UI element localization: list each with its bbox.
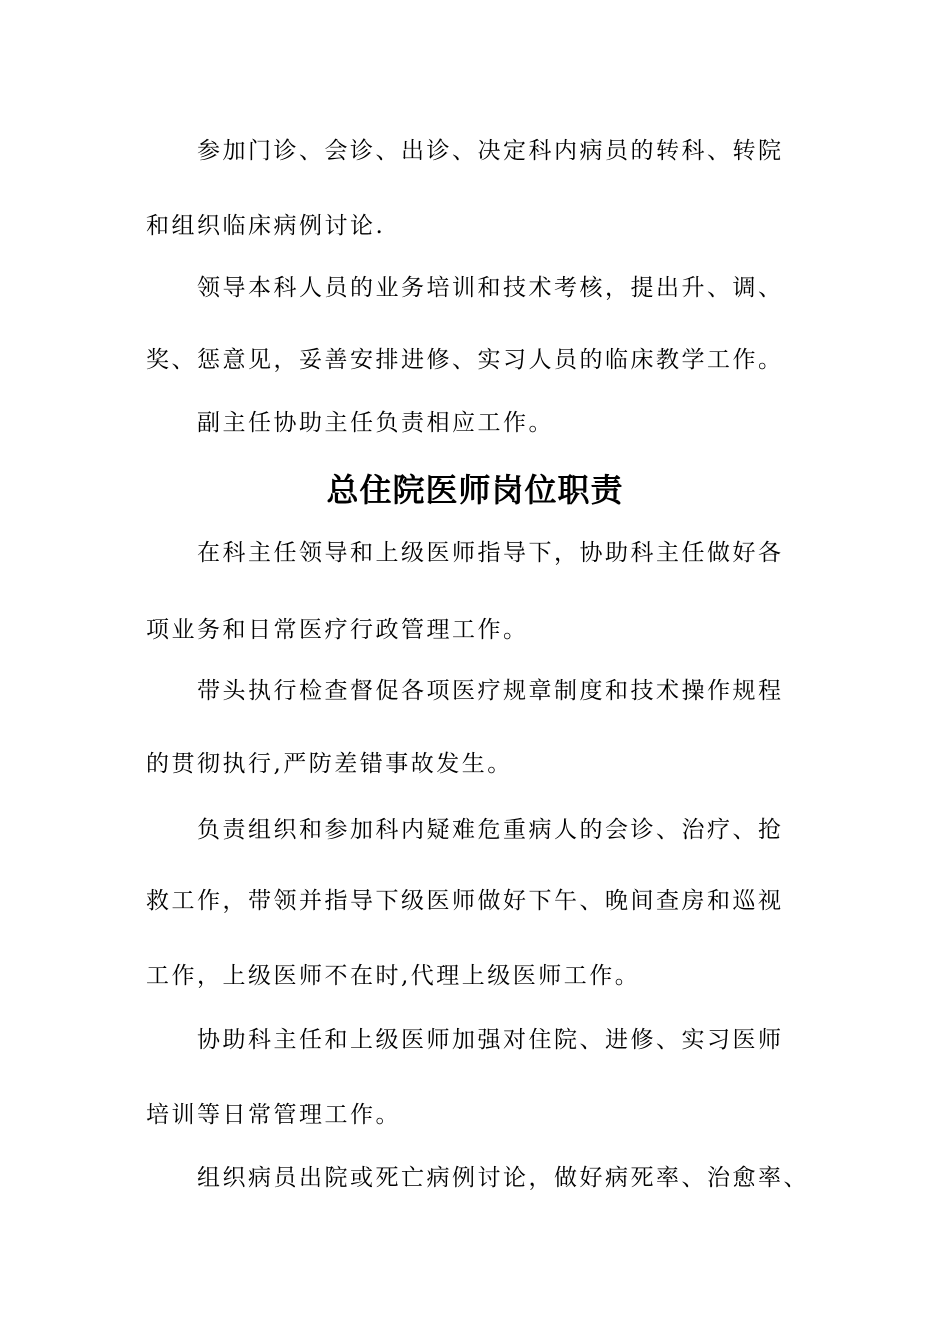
paragraph-line: 项业务和日常医疗行政管理工作。: [146, 617, 529, 643]
paragraph-line: 负责组织和参加科内疑难危重病人的会诊、治疗、抢: [197, 817, 784, 843]
paragraph-line: 协助科主任和上级医师加强对住院、进修、实习医师: [197, 1027, 784, 1053]
paragraph-line: 和组织临床病例讨论.: [146, 213, 386, 239]
paragraph-line: 带头执行检查督促各项医疗规章制度和技术操作规程: [197, 678, 784, 704]
paragraph-line: 在科主任领导和上级医师指导下，协助科主任做好各: [197, 540, 784, 566]
paragraph-line: 参加门诊、会诊、出诊、决定科内病员的转科、转院: [197, 138, 784, 164]
section-title: 总住院医师岗位职责: [326, 471, 624, 509]
paragraph-line: 组织病员出院或死亡病例讨论，做好病死率、治愈率、: [197, 1165, 809, 1191]
paragraph-line: 的贯彻执行,严防差错事故发生。: [146, 751, 513, 777]
paragraph-line: 领导本科人员的业务培训和技术考核，提出升、调、: [197, 275, 784, 301]
paragraph-line: 奖、惩意见，妥善安排进修、实习人员的临床教学工作。: [146, 347, 784, 373]
paragraph-line: 副主任协助主任负责相应工作。: [197, 410, 554, 436]
paragraph-line: 培训等日常管理工作。: [146, 1102, 401, 1128]
paragraph-line: 救工作，带领并指导下级医师做好下午、晚间查房和巡视: [146, 888, 784, 914]
paragraph-line: 工作，上级医师不在时,代理上级医师工作。: [146, 963, 641, 989]
